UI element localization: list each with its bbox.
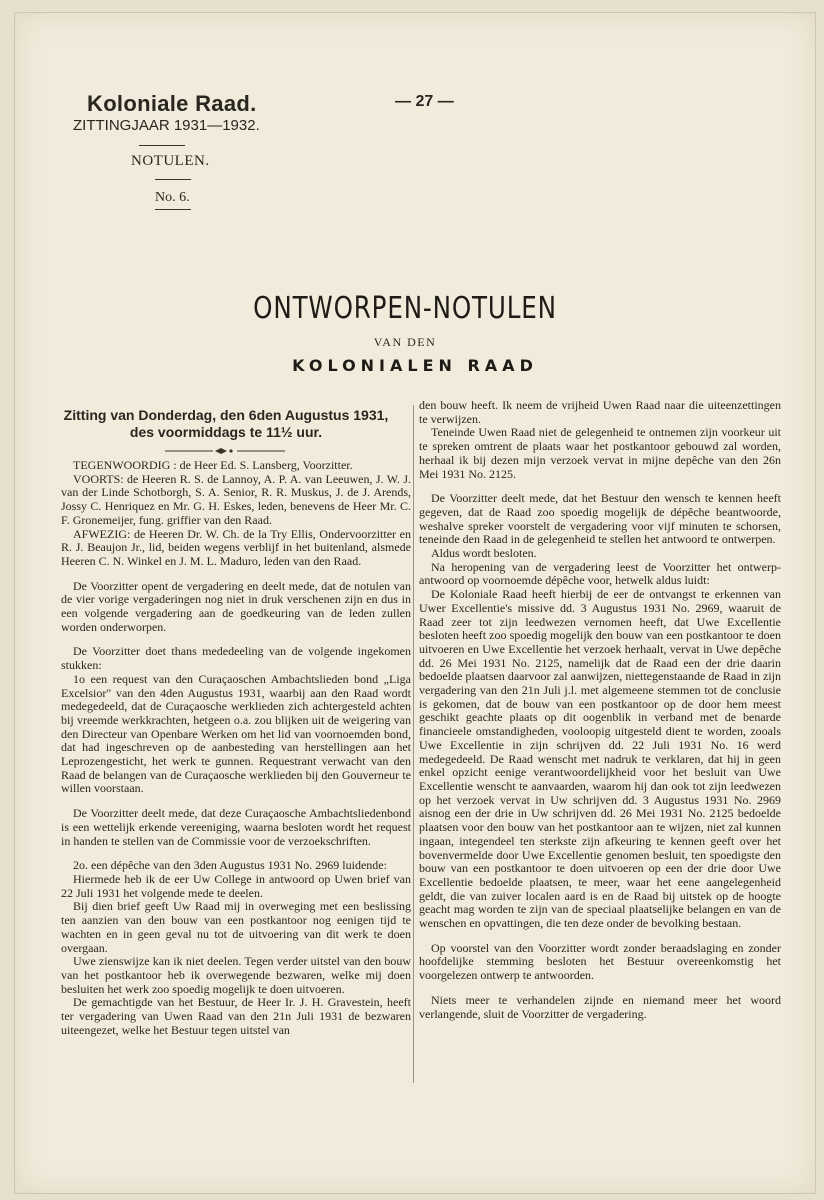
paragraph: den bouw heeft. Ik neem de vrijheid Uwen Raad naar die uiteenzettingen te verwijzen. (419, 398, 781, 426)
ornament-divider (165, 446, 285, 456)
sitting-line-1: Zitting van Donderdag, den 6den Augustus 1931, (63, 407, 389, 423)
column-divider (413, 405, 414, 1083)
sitting-heading (61, 407, 391, 441)
notulen-label: NOTULEN. (131, 153, 210, 169)
paragraph: De gemachtigde van het Bestuur, de Heer Ir. J. H. Gravestein, heeft ter vergadering van Uwen Raad van den 21n Juli 1931 de bezwaren uiteengezet, welke het Bestuur tegen uitstel van (61, 995, 411, 1037)
paragraph: Op voorstel van den Voorzitter wordt zonder beraadslaging en zonder hoofdelijke stemming besloten het Bestuur overeenkomstig het voorgelezen ontwerp te antwoorden. (419, 940, 781, 983)
paragraph: De Voorzitter opent de vergadering en deelt mede, dat de notulen van de vier vorige vergaderingen nog niet in druk verschenen zijn en dus in een volgende vergadering aan de goedkeuring van de leden zullen worden onderworpen. (61, 578, 411, 634)
paragraph: De Voorzitter deelt mede, dat deze Curaçaosche Ambachtsliedenbond is een wettelijk erkende vereeniging, waarna besloten wordt het request in handen te stellen van de Commissie voor de verzoekschriften. (61, 806, 411, 848)
paragraph: Hiermede heb ik de eer Uw College in antwoord op Uwen brief van 22 Juli 1931 het volgende mede te deelen. (61, 871, 411, 900)
header-rule-1 (139, 145, 185, 146)
paragraph: Niets meer te verhandelen zijnde en niemand meer het woord verlangende, sluit de Voorzitter de vergadering. (419, 992, 781, 1021)
session-year: ZITTINGJAAR 1931—1932. (73, 117, 260, 134)
title-van-den: VAN DEN (373, 335, 437, 349)
document-page (14, 12, 816, 1194)
paragraph: Uwe zienswijze kan ik niet deelen. Tegen verder uitstel van den bouw van het postkantoor heb ik overwegende bezwaren, welke mij doen besluiten het werk zoo spoedig mogelijk te doen uitvoeren. (61, 954, 411, 996)
meeting-number: No. 6. (155, 190, 190, 205)
attendance-absent: AFWEZIG: de Heeren Dr. W. Ch. de la Try Ellis, Ondervoorzitter en R. J. Beaujon Jr., lid, beiden wegens verblijf in het buitenland, alsmede Heeren C. N. Winkel en J. M. L. Maduro, leden van den Raad. (61, 526, 411, 568)
council-name-title: KOLONIALEN RAAD (292, 356, 538, 375)
attendance-also: VOORTS: de Heeren R. S. de Lannoy, A. P. A. van Leeuwen, J. W. J. van der Linde Schotborgh, S. A. Senior, R. R. Muskus, J. de J. Arends, Jossy C. Henriquez en Mr. G. H. Eskes, leden, benevens de Heer Mr. C. F. Gronemeijer, fung. griffier van den Raad. (61, 471, 411, 527)
council-heading: Koloniale Raad. (87, 91, 257, 116)
paragraph: De Voorzitter doet thans mededeeling van de volgende ingekomen stukken: (61, 644, 411, 673)
right-column (419, 399, 781, 1021)
header-rule-2 (155, 179, 191, 180)
paragraph: Aldus wordt besloten. (431, 546, 537, 561)
paragraph: Teneinde Uwen Raad niet de gelegenheid te ontnemen zijn voorkeur uit te spreken omtrent de plaats waar het postkantoor gebouwd zal worden, herhaal ik bij dezen mijn verzoek vervat in mijne depêche van den 26n Mei 1931 No. 2125. (419, 425, 781, 481)
document-title: ONTWORPEN-NOTULEN (253, 291, 557, 326)
paragraph: De Koloniale Raad heeft hierbij de eer de ontvangst te erkennen van Uwer Excellentie's missive dd. 3 Augustus 1931 No. 2969, waaruit de Raad zeer tot zijn leedwezen vernomen heeft, dat Uwe Excellentie besloten heeft zoo spoedig mogelijk den bouw van een postkantoor te doen uitvoeren en Uwe Excellentie het verzoek herhaalt, vervat in Uwe depêche dd. 26 Mei 1931 No. 2125, namelijk dat de Raad een der drie daarin bedoelde plaatsen daarvoor zal aanwijzen, niettegenstaande de Raad in zijn vergadering van den 21n Juli j.l. met algemeene stemmen tot de conclusie is gekomen, dat de bouw van een postkantoor op de door hem meest geschikt geachte plaats op dit oogenblik in verband met de benarde financieele omstandigheden, vooloopig uitgesteld dient te worden, zooals Uwe Excellentie in zijn schrijven dd. 22 Juli 1931 No. 16 werd medegedeeld. De Raad wenscht met nadruk te verklaren, dat hij in geen enkel opzicht eenige verantwoordelijkheid voor het besluit van Uwe Excellentie wenscht te aanvaarden, waarom hij dan ook tot zijn leedwezen op het verzoek vervat in Uw schrijven dd. 3 Augustus 1931 No. 2969 aisnog een der drie in Uw schrijven dd. 26 Mei 1931 No. 2125 bedoelde plaatsen voor den bouw van het postkantoor aan te wijzen, niet zal kunnen ingaan, integendeel ten sterkste zijn afkeuring te kennen geeft over het bovenvermelde door Uwe Excellentie genomen besluit, ten spoedigste den bouw van een postkantoor te doen uitvoeren op een der drie door Uwe Excellentie bedoelde plaatsen, te meer, waar het eene aangelegenheid geldt, die van zuiver localen aard is en de Raad bij uitstek op de hoogte geacht mag worden te zijn van de speciaal plaatselijke belangen en van de wenschen en opvattingen, die ten deze onder de bevolking bestaan. (419, 587, 781, 931)
paragraph: Na heropening van de vergadering leest de Voorzitter het ontwerp-antwoord op voornoemde dépêche voor, hetwelk aldus luidt: (419, 559, 781, 588)
paragraph: 1o een request van den Curaçaoschen Ambachtslieden bond „Liga Excelsior" van den 4den Augustus 1931, waarbij aan den Raad wordt medegedeeld, dat de Curaçaosche werklieden zich achtergesteld achten bij vreemde werkkrachten, hetgeen o.a. zou blijken uit de weigering van den Directeur van Openbare Werken om het lid van voornoemden bond, dat had ingeschreven op de aanbesteding van herstellingen aan het Leprozengesticht, het werk te gunnen. Requestrant verwacht van den Raad de belangen van de Curaçaosche werklieden bij den Gouverneur te willen voorstaan. (61, 671, 411, 796)
page-number: — 27 — (395, 93, 454, 110)
paragraph: De Voorzitter deelt mede, dat het Bestuur den wensch te kennen heeft gegeven, dat de Raad zoo spoedig mogelijk de dépêche beantwoorde, weshalve spreker voorstelt de vergadering voor vijf minuten te schorsen, teneinde den Raad in de gelegenheid te stellen het antwoord te ontwerpen. (419, 491, 781, 547)
sitting-line-2: des voormiddags te 11½ uur. (129, 424, 323, 440)
left-column (61, 459, 411, 1037)
paragraph: Bij dien brief geeft Uw Raad mij in overweging met een beslissing ten aanzien van den bouw van een postkantoor nog eenigen tijd te wachten en in geen geval nu tot de uitvoering van dit werk te doen overgaan. (61, 899, 411, 955)
header-rule-3 (155, 209, 191, 210)
paragraph: 2o. een dépêche van den 3den Augustus 1931 No. 2969 luidende: (73, 858, 387, 873)
attendance-present: TEGENWOORDIG : de Heer Ed. S. Lansberg, Voorzitter. (73, 458, 353, 472)
